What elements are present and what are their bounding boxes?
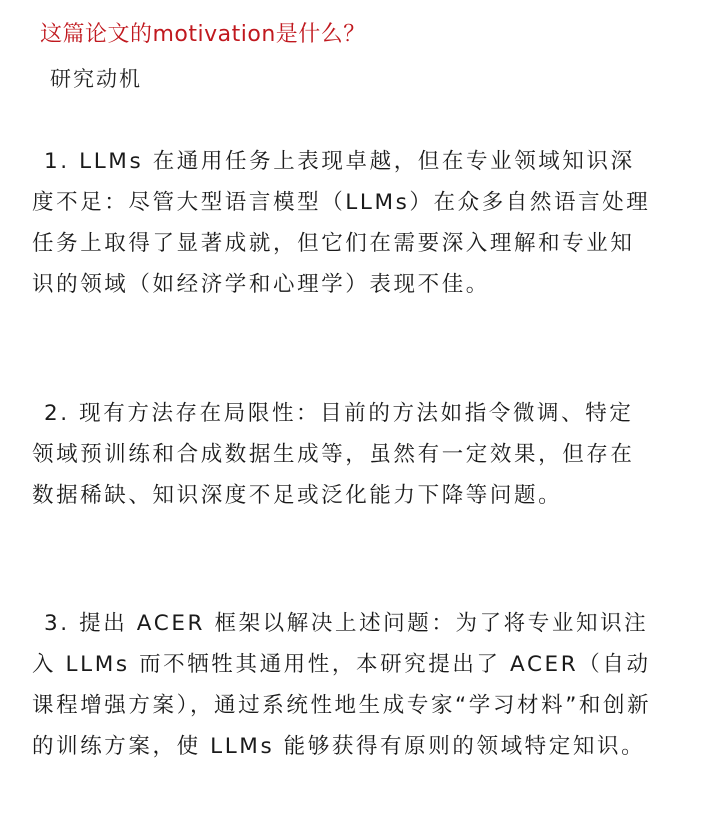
paragraph-motivation-1: 1. LLMs 在通用任务上表现卓越，但在专业领域知识深度不足：尽管大型语言模型（LLMs）在众多自然语言处理任务上取得了显著成就，但它们在需要深入理解和专业知识的领域（如经济学和心理学）表现不佳。 xyxy=(32,149,651,297)
section-title: 研究动机 xyxy=(50,67,142,91)
question-heading: 这篇论文的motivation是什么？ xyxy=(40,22,366,47)
paragraph-motivation-3: 3. 提出 ACER 框架以解决上述问题：为了将专业知识注入 LLMs 而不牺牲其通用性，本研究提出了 ACER（自动课程增强方案），通过系统性地生成专家“学习材料”和创新的训练方案，使 LLMs 能够获得有原则的领域特定知识。 xyxy=(32,611,652,759)
paragraph-motivation-2: 2. 现有方法存在局限性：目前的方法如指令微调、特定领域预训练和合成数据生成等，虽然有一定效果，但存在数据稀缺、知识深度不足或泛化能力下降等问题。 xyxy=(32,401,635,508)
